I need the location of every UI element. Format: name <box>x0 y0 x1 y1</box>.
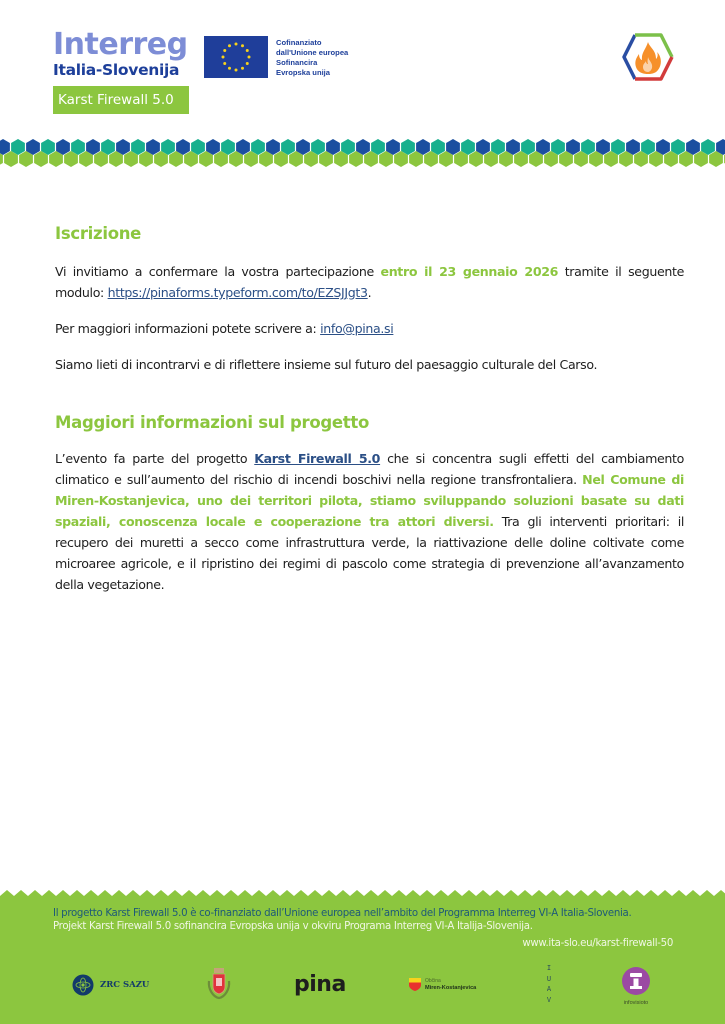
info-i-icon <box>621 966 651 996</box>
project-paragraph <box>55 448 684 595</box>
typeform-link[interactable]: https://pinaforms.typeform.com/to/EZSJJgt3 <box>107 285 368 300</box>
registration-paragraph <box>55 261 684 303</box>
eu-star <box>223 62 226 65</box>
closing-paragraph: Siamo lieti di incontrarvi e di riflettere insieme sul futuro del paesaggio culturale del Carso. <box>55 357 598 372</box>
footer-cofinancing-it: Il progetto Karst Firewall 5.0 è co-finanziato dall’Unione europea nell’ambito del Programma Interreg VI-A Italia-Slovenia. <box>53 908 632 919</box>
eu-star <box>241 44 244 47</box>
text: Vi invitiamo a confermare la vostra partecipazione <box>55 264 381 279</box>
zrc-sazu-label: ZRC SAZU <box>100 980 150 990</box>
iuav-letter: I <box>546 964 552 972</box>
text: . <box>367 285 372 300</box>
partner-infovisioto <box>617 966 655 1006</box>
section-heading-project: Maggiori informazioni sul progetto <box>55 413 369 432</box>
interreg-logo-subtitle: Italia-Slovenija <box>53 61 180 79</box>
infovisioto-label: infovisioto <box>623 1000 649 1006</box>
obcina-name-label: Miren-Kostanjevica <box>425 984 477 991</box>
eu-star <box>223 49 226 52</box>
zrc-sazu-icon <box>72 974 94 996</box>
eu-star <box>235 43 238 46</box>
project-badge: Karst Firewall 5.0 <box>53 86 189 114</box>
text: L’evento fa parte del progetto <box>55 451 255 466</box>
pilot-highlight: Nel Comune di Miren-Kostanjevica, uno dei territori pilota, stiamo sviluppando soluzioni basate su dati spaziali, conoscenza locale e cooperazione tra attori diversi. <box>55 472 684 529</box>
eu-flag-icon <box>204 36 268 78</box>
footer-cofinancing-sl: Projekt Karst Firewall 5.0 sofinancira Evropska unija v okviru Programa Interreg VI-A Italija-Slovenija. <box>53 921 533 932</box>
partner-zrc-sazu <box>72 974 149 996</box>
obcina-small-label: Občina <box>425 978 441 984</box>
obcina-shield-icon <box>409 978 421 991</box>
eu-text-line: Cofinanziato <box>276 38 322 47</box>
contact-paragraph <box>55 318 684 339</box>
pina-logo: pina <box>294 972 346 997</box>
eu-text-line: dall'Unione europea <box>276 48 349 57</box>
obcina-label <box>425 978 476 991</box>
footer <box>0 888 725 1024</box>
interreg-logo-word: Interreg <box>53 27 188 62</box>
footer-url[interactable]: www.ita-slo.eu/karst-firewall-50 <box>522 938 673 949</box>
text: Per maggiori informazioni potete scrivere a: <box>55 321 321 336</box>
eu-cofinancing-text <box>276 38 348 78</box>
main-content <box>55 224 684 595</box>
text: che si concentra sugli effetti del cambiamento climatico e sull’aumento del rischio di incendi boschivi nella regione transfrontaliera. <box>55 451 684 487</box>
eu-star <box>246 49 249 52</box>
eu-star <box>228 44 231 47</box>
eu-text-line: Sofinancira <box>276 58 318 67</box>
eu-star <box>248 56 251 59</box>
municipality-coat-of-arms-icon <box>205 967 233 1006</box>
iuav-letter: A <box>546 985 552 993</box>
partner-obcina-miren-kostanjevica <box>409 978 476 991</box>
text: tramite il seguente modulo: <box>55 264 684 300</box>
iuav-logo <box>544 963 554 1005</box>
deadline-highlight: entro il 23 gennaio 2026 <box>380 264 559 279</box>
interreg-logo <box>53 27 193 80</box>
eu-text-line: Evropska unija <box>276 68 331 77</box>
email-link[interactable]: info@pina.si <box>320 321 394 336</box>
iuav-letter: V <box>546 995 552 1004</box>
project-link[interactable]: Karst Firewall 5.0 <box>254 451 381 466</box>
eu-star <box>235 69 238 72</box>
decorative-bead-band <box>0 138 725 168</box>
iuav-letter: U <box>546 974 552 983</box>
text: Tra gli interventi prioritari: il recupero dei muretti a secco come infrastruttura verde, la riattivazione delle doline coltivate come microaree agricole, e il ripristino dei regimi di pascolo come strategia di prevenzione all’avanzamento della vegetazione. <box>55 514 684 592</box>
eu-star <box>228 67 231 70</box>
section-heading-registration: Iscrizione <box>55 224 142 243</box>
eu-star <box>246 62 249 65</box>
eu-star <box>222 56 225 59</box>
eu-star <box>241 67 244 70</box>
header <box>0 0 725 140</box>
hexagon-flame-icon <box>622 33 674 81</box>
